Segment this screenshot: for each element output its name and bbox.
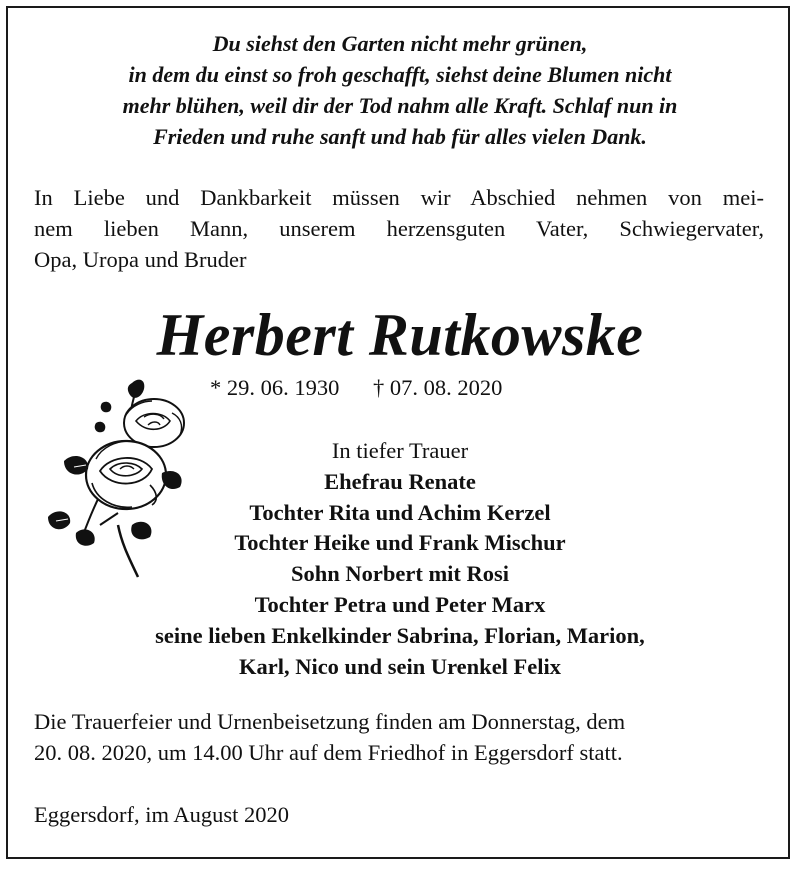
mourners-list bbox=[60, 436, 740, 682]
poem-line: Du siehst den Garten nicht mehr grünen, bbox=[212, 31, 588, 56]
mourning-heading: In tiefer Trauer bbox=[331, 438, 469, 463]
mourner: seine lieben Enkelkinder Sabrina, Florian, Marion, bbox=[155, 622, 645, 648]
intro-line: nem lieben Mann, unserem herzensguten Vater, Schwiegervater, bbox=[34, 216, 764, 241]
intro-line: In Liebe und Dankbarkeit müssen wir Abschied nehmen von mei- bbox=[34, 185, 764, 210]
life-dates bbox=[210, 373, 502, 403]
intro-line: Opa, Uropa und Bruder bbox=[34, 247, 247, 272]
poem-line: Frieden und ruhe sanft und hab für alles vielen Dank. bbox=[153, 124, 647, 149]
poem-line: in dem du einst so froh geschafft, siehst deine Blumen nicht bbox=[128, 62, 672, 87]
birth-date: * 29. 06. 1930 bbox=[210, 375, 340, 400]
intro-paragraph bbox=[34, 182, 764, 275]
memorial-poem bbox=[40, 28, 760, 152]
place-and-date: Eggersdorf, im August 2020 bbox=[34, 802, 289, 827]
deceased-name: Herbert Rutkowske bbox=[156, 302, 644, 368]
mourner: Tochter Petra und Peter Marx bbox=[254, 591, 546, 617]
mourner: Tochter Heike und Frank Mischur bbox=[234, 530, 566, 556]
mourner: Ehefrau Renate bbox=[324, 468, 476, 494]
mourner: Sohn Norbert mit Rosi bbox=[290, 561, 510, 587]
funeral-announcement bbox=[34, 706, 764, 768]
poem-line: mehr blühen, weil dir der Tod nahm alle Kraft. Schlaf nun in bbox=[122, 93, 678, 118]
funeral-line: 20. 08. 2020, um 14.00 Uhr auf dem Friedhof in Eggersdorf statt. bbox=[34, 740, 623, 765]
mourner: Tochter Rita und Achim Kerzel bbox=[249, 499, 551, 525]
funeral-line: Die Trauerfeier und Urnenbeisetzung finden am Donnerstag, dem bbox=[34, 709, 626, 734]
death-date: † 07. 08. 2020 bbox=[373, 375, 503, 400]
mourner: Karl, Nico und sein Urenkel Felix bbox=[238, 653, 562, 679]
